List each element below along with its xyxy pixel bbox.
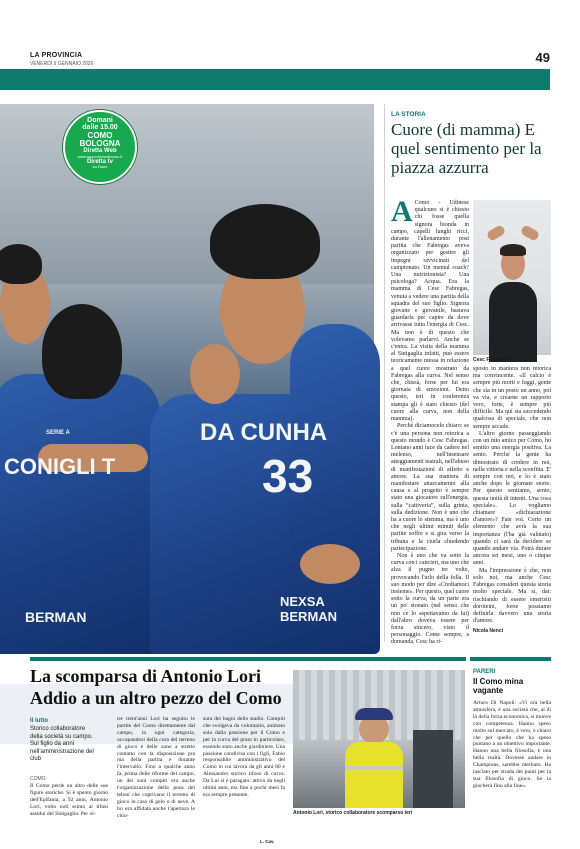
jersey-name-left: CONIGLI T bbox=[4, 454, 116, 479]
masthead: LA PROVINCIA bbox=[30, 52, 83, 59]
bottom-column-1: Il Como perde un altro delle sue figure storiche. Si è spento giorno dell'Epifania, a 92 anni, Antonio Lori, volto noti ssimo ai tifosi assidui del Sinigaglia. Per ol- bbox=[30, 783, 108, 817]
story-paragraph: sposto in maniera non retorica ma convincente. «Il calcio è sempre più morti e fuggi, gente che sta in un posto un anno, poi va via, e crearne un rapporto vero, forte, è sempre più difficile. Ma qui sta succedendo qualcosa di speciale, che non sempre accade. bbox=[473, 366, 551, 430]
story-column-2 bbox=[473, 366, 551, 638]
badge-team-home: COMO bbox=[87, 130, 113, 140]
bottom-title-line-1: La scomparsa di Antonio Lori bbox=[30, 666, 262, 686]
jersey-sponsor-right: NEXSA BERMAN bbox=[280, 594, 338, 624]
story-kicker: LA STORIA bbox=[391, 111, 426, 118]
sidebar-title: Il Como mina vagante bbox=[473, 677, 524, 695]
badge-team-away: BOLOGNA bbox=[79, 139, 121, 149]
section-banner bbox=[0, 69, 550, 90]
story-column-1 bbox=[391, 195, 469, 646]
portrait-caption: Cesc Fabregas bbox=[473, 357, 509, 363]
drop-cap: A bbox=[391, 195, 413, 228]
story-headline: Cuore (di mamma) E quel sentimento per la piazza azzurra bbox=[391, 120, 542, 178]
antonio-lori-photo bbox=[293, 670, 465, 808]
story-paragraph: Ma l'impressione è che, non solo noi, ma anche Cesc Fabregas consideri questa storia molto speciale. Ma sì, dai: rischiando di essere emerisiti doroteini, forse possiamo definirla davvero una storia d'amore. bbox=[473, 567, 551, 625]
team-huddle-photo bbox=[0, 104, 374, 642]
badge-tv-channel: su Dazn bbox=[92, 164, 108, 170]
dateline: COMO bbox=[30, 776, 46, 782]
bottom-title-line-2: Addio a un altro pezzo del Como bbox=[30, 688, 282, 708]
story-paragraph: Como - Udinese qualcuno si è chiesto chi fosse quella signora bionda in campo, capelli lunghi ricci, durante l'allenamento post partita che Fabregas aveva organizzato per gestire gli impegni ravvicinati del campionato. Un mental coach? Una nutrizionista? Una psicologa? Acqua. Era la mamma di Cesc Fabregas, venuta a vedere una partita della squadra del suo figlio. Signora giovane e giovanile, bastava guardarla per capire da dove arrivasse tutta l'energia di Cesc. Ma non è di questo che volevamo parlarvi. Anche se c'entra. La visita della mamma al Sinigaglia infatti, può essere teoricamente messa in relazione a quel cuore mostrato da Fabregas alla curva. Nel senso che, chissà, forse per lui era giornata di emozioni. Detto questo, ieri in conferenza stampa gli è stato chiesto (del cuore alla curva, non della mamma). bbox=[391, 200, 469, 423]
photo-caption: Antonio Lori, storico collaboratore scomparso ieri bbox=[293, 810, 413, 816]
sidebar-kicker: PARERI bbox=[473, 669, 496, 675]
badge-time: dalle 15.00 bbox=[82, 124, 118, 132]
bottom-kicker: Il lutto bbox=[30, 718, 48, 724]
badge-url: www.laprovinciadicomo.it bbox=[77, 153, 123, 159]
sidebar-separator bbox=[470, 657, 551, 661]
match-badge bbox=[63, 110, 137, 184]
bottom-column-3: sura dei bagni dello stadio. Compiti che svolgeva da volontario, animato solo dalla passione per il Como e per la curva del prato in particolare, essendo stato anche giardiniere. Una passione condivisa con i figli, Fabio responsabile amministrativo del Como in cui lavora da gli anni 80 e Alessandro storico tifoso di curva. Da Lui si è paragato: attivo da negli ultimi anni, ma fino a pochi mesi fa era sempre presente. bbox=[203, 716, 285, 798]
badge-web-label: Diretta Web bbox=[83, 148, 117, 155]
jersey-number: 33 bbox=[262, 450, 314, 502]
story-paragraph: Perché diciamocelo chiaro: se c'è una persona non retorica a questo mondo è Cesc Fabregas. Lontano anni luce da cadere nel melenso, nell'insensare atteggiamenti teatrali, nell'abuso di manifestazioni di affetto e amore. La sua maniera di manifestare attaccamento alla causa e al progetto è sempre stato una giocatore sull'energia, sulla “cattiveria”, sulla grinta, sulla dedizione. Non è uno che ha a cuore lo stemma, ma è uno che negli ultimi minuti delle partite soffre e si gira verso la tribuna e la ciurla chiedendo partecipazione. bbox=[391, 423, 469, 552]
bottom-summary: Storico collaboratore della società su campo. Sul figlio da anni nell'amministrazione del club bbox=[30, 726, 94, 762]
masthead-date: VENERDÌ 9 GENNAIO 2026 bbox=[30, 61, 94, 67]
serie-a-patch: SERIE A bbox=[46, 430, 70, 436]
badge-tv-label: Diretta tv bbox=[86, 158, 113, 165]
jersey-sponsor-left: BERMAN bbox=[25, 609, 87, 625]
story-author: Nicola Nenci bbox=[473, 628, 504, 634]
sidebar-body: Arturo Di Napoli: «Vi ora bella atmosfera, è una società che, al di là della forza economica, si muove con competenza. Hanno speso molto sul mercato, è vero, è chiaro che per quello che ha speso puntano a un obiettivo importante. Hanno una bella filosofia, è una bella realtà. Dovesse andare in Champions, sarebbe meritato. Ha lasciato per strada dei punti per la sua filosofia di gioco. Se la giocherà fino alla fine». bbox=[473, 700, 551, 789]
badge-day: Domani bbox=[87, 117, 113, 124]
bottom-author: L. Cav. bbox=[260, 839, 275, 844]
fabregas-portrait bbox=[473, 200, 551, 355]
section-separator bbox=[30, 657, 466, 661]
story-paragraph: Non è uno che va sotto la curva con i cancieri, ma uno che alza il pugno tre volte, provocando l'urlo della folla. Il suo modo per dire «Crediamoci insieme». Per questo, quel cuore sotto la curva, da un parte era un po' stonato (nel senso che non ce lo aspettavamo da lui) dall'altro doveva essere per forza sincero, visto il personaggio. Come sempre, a domanda, Cesc ha ri- bbox=[391, 552, 469, 646]
column-divider bbox=[384, 104, 385, 642]
jersey-name: DA CUNHA bbox=[200, 419, 328, 446]
story-paragraph: L'altro giorno passeggiando con un mio amico per Como, ho sentito una energia positiva. La sento. Perché la gente ha dimostrato di credere in noi, nella vittoria e nella sconfitta. E' sempre con noi, e lo è stato anche dopo le giornate storte. Per questo sentiamo, sento, questa unità di intenti. Una cosa speciale». Lo vogliamo chiamare «dichiarazione d'amore»? Fate voi. Certo un elemento che avrà la sua importanza (l'ha già valutato) quando ci sarà da decidere se quando andare via. Potrà durare ancora sei mesi, uno o cinque anni. bbox=[473, 430, 551, 567]
bottom-column-2: tre trent'anni Lori ha seguito le partite del Como direttamente dal campo, in ogni categoria, occupandosi della cura del terreno di gioco e delle zone a stretto contatto con la disposizione pra ma della partita e durante l'intervallo. Fino a qualche anno fa, prima delle riforme del campo, un dei suoi compiti era anche l'organizzazione della posa dei teloni che coprivano il terreno di gioco in caso di gelo o di neve. A lui era affidata anche l'apertura le chiu- bbox=[117, 716, 195, 819]
page-number: 49 bbox=[535, 50, 550, 65]
